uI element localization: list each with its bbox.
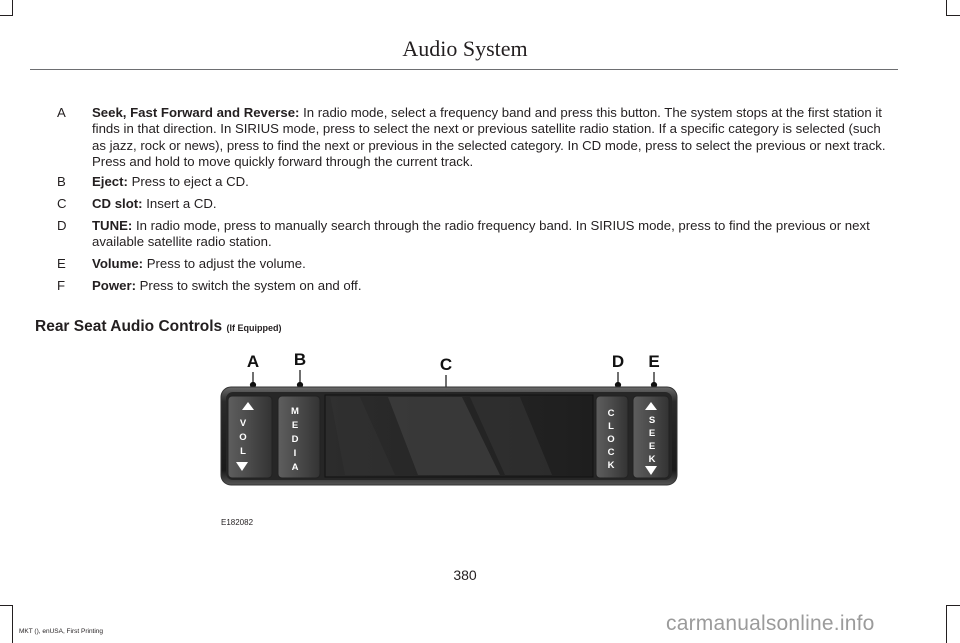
- clock-letter: K: [607, 460, 615, 471]
- item-text: In radio mode, press to manually search through the radio frequency band. In SIRIUS mode, press to find the previous or next available satellite radio station.: [92, 218, 870, 250]
- item-letter: E: [57, 256, 66, 271]
- seek-letter: K: [648, 454, 656, 465]
- item-term: Power:: [92, 278, 136, 293]
- callout-c: C: [439, 355, 453, 374]
- seek-letter: E: [648, 441, 656, 452]
- callout-d: D: [611, 352, 625, 371]
- item-letter: B: [57, 174, 66, 189]
- item-letter: F: [57, 278, 66, 293]
- media-letter: D: [291, 434, 299, 445]
- item-term: TUNE:: [92, 218, 133, 233]
- page-title: Audio System: [402, 36, 528, 61]
- media-letter: I: [293, 448, 297, 459]
- clock-letter: C: [607, 408, 615, 419]
- callout-b: B: [293, 350, 307, 369]
- callout-e: E: [648, 352, 660, 371]
- vol-letter: L: [240, 446, 246, 457]
- clock-letter: O: [607, 434, 615, 445]
- page-number: 380: [453, 567, 477, 583]
- section-heading-suffix: (If Equipped): [226, 323, 282, 333]
- item-text: Press to switch the system on and off.: [135, 278, 362, 293]
- media-letter: A: [291, 462, 299, 473]
- callout-a: A: [246, 352, 260, 371]
- item-text: Press to eject a CD.: [127, 174, 249, 189]
- item-letter: D: [57, 218, 67, 233]
- media-button: [278, 396, 320, 478]
- item-term: Volume:: [92, 256, 144, 271]
- section-heading-text: Rear Seat Audio Controls: [35, 318, 223, 335]
- clock-letter: L: [608, 421, 614, 432]
- seek-letter: E: [648, 428, 656, 439]
- item-text: Insert a CD.: [142, 196, 217, 211]
- item-text: Press to adjust the volume.: [143, 256, 306, 271]
- seek-letter: S: [648, 415, 656, 426]
- item-letter: A: [57, 105, 66, 120]
- media-letter: E: [291, 420, 299, 431]
- watermark: carmanualsonline.info: [666, 612, 875, 635]
- media-letter: M: [291, 406, 299, 417]
- footer-text: MKT (), enUSA, First Printing: [19, 628, 104, 635]
- figure-id: E182082: [221, 518, 254, 527]
- item-term: CD slot:: [92, 196, 143, 211]
- item-text: In radio mode, select a frequency band and press this button. The system stops at the first station it finds in that direction. In SIRIUS mode, press to select the next or previous satellite radio station. If a specific category is selected (such as jazz, rock or news), press to find the next or previous in the selected category. In CD mode, press to select the previous or next track. Press and hold to move quickly forward through the current track.: [92, 105, 886, 170]
- vol-letter: V: [239, 418, 247, 429]
- item-letter: C: [57, 196, 67, 211]
- clock-letter: C: [607, 447, 615, 458]
- item-term: Eject:: [92, 174, 128, 189]
- item-term: Seek, Fast Forward and Reverse:: [92, 105, 300, 120]
- vol-letter: O: [239, 432, 247, 443]
